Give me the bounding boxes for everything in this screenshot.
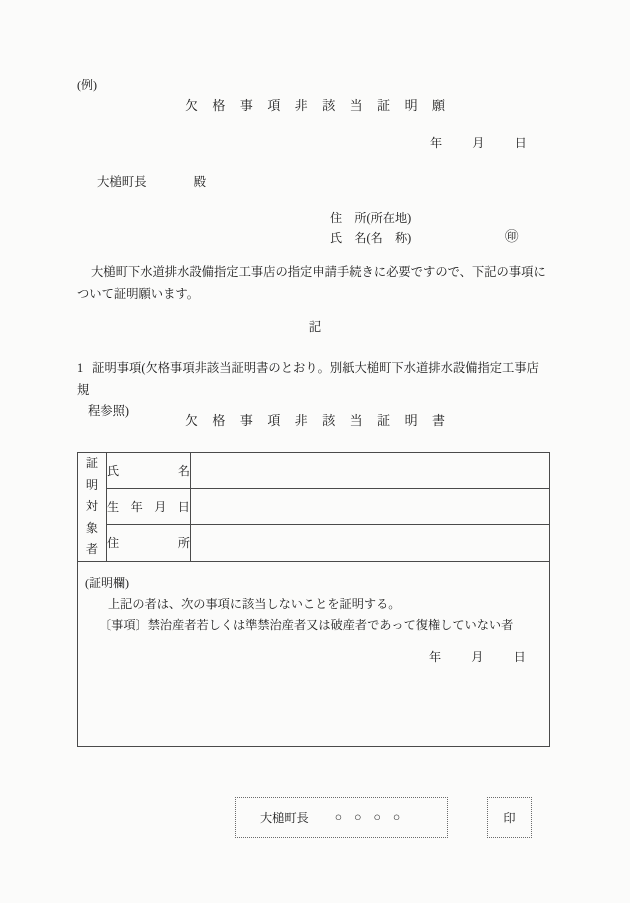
signature-mayor-title: 大槌町長	[260, 810, 309, 825]
addressee-office: 大槌町長	[97, 175, 147, 189]
applicant-name-row	[330, 228, 519, 248]
date-day-label: 日	[514, 136, 527, 150]
cert-date-month-label: 月	[471, 649, 484, 664]
subject-label-char-3: 象	[85, 520, 99, 535]
row-label-address	[107, 525, 191, 561]
certification-matter: 〔事項〕禁治産者若しくは準禁治産者又は破産者であって復権していない者	[99, 617, 514, 632]
addressee	[97, 176, 206, 188]
table-row	[78, 453, 550, 489]
applicant-address-row	[330, 208, 411, 228]
signature-seal-box[interactable]	[487, 797, 532, 838]
date-line-bottom	[429, 648, 526, 665]
row-label-birthdate	[107, 489, 191, 525]
item-1-text-continued: 程参照)	[88, 404, 129, 418]
name-value-field[interactable]	[191, 453, 550, 489]
signature-name-box[interactable]	[235, 797, 448, 838]
cert-date-year-label: 年	[429, 649, 442, 664]
subject-label-char-4: 者	[85, 542, 99, 556]
birthdate-label-char-3: 日	[177, 500, 190, 515]
table-row	[78, 489, 550, 525]
applicant-block	[330, 208, 519, 248]
subject-label-char-1: 明	[85, 477, 99, 492]
certification-panel-cell	[78, 561, 550, 825]
name-label-char-1: 名	[177, 464, 190, 479]
certificate-title: 欠 格 事 項 非 該 当 証 明 書	[184, 413, 451, 428]
birthdate-label-char-2: 月	[154, 500, 167, 515]
date-year-label: 年	[430, 136, 443, 150]
seal-label: 印	[503, 810, 516, 825]
name-label-char-0: 氏	[107, 464, 120, 479]
ki-mark: 記	[308, 320, 322, 334]
page-title: 欠 格 事 項 非 該 当 証 明 願	[184, 98, 451, 113]
seal-stamp-icon: ㊞	[505, 229, 519, 244]
certificate-table	[77, 452, 550, 825]
date-month-label: 月	[472, 136, 485, 150]
certification-panel	[78, 562, 549, 825]
certification-statement: 上記の者は、次の事項に該当しないことを証明する。	[108, 596, 401, 611]
certification-panel-title: (証明欄)	[85, 575, 129, 590]
address-label-char-1: 所	[177, 536, 190, 551]
body-paragraph: 大槌町下水道排水設備指定工事店の指定申請手続きに必要ですので、下記の事項について証明願います。	[77, 265, 546, 301]
table-row	[78, 561, 550, 746]
table-row	[78, 525, 550, 561]
birthdate-value-field[interactable]	[191, 489, 550, 525]
row-label-name	[107, 453, 191, 489]
applicant-address-label: 住 所(所在地)	[330, 211, 412, 225]
birthdate-label-char-1: 年	[130, 500, 143, 515]
date-line-top	[430, 137, 527, 149]
item-1-number: 1	[77, 361, 84, 375]
item-1-text: 証明事項(欠格事項非該当証明書のとおり。別紙大槌町下水道排水設備指定工事店規	[77, 361, 539, 397]
applicant-name-label: 氏 名(名 称)	[330, 231, 412, 245]
address-value-field[interactable]	[191, 525, 550, 561]
example-marker: (例)	[77, 78, 97, 92]
addressee-honorific: 殿	[193, 175, 207, 189]
birthdate-label-char-0: 生	[107, 500, 120, 515]
address-label-char-0: 住	[107, 536, 120, 551]
signature-name-circles: ○○○○	[334, 809, 413, 824]
subject-vertical-label	[78, 453, 107, 562]
subject-label-char-0: 証	[85, 456, 99, 470]
subject-label-char-2: 対	[85, 499, 99, 513]
cert-date-day-label: 日	[513, 649, 526, 664]
